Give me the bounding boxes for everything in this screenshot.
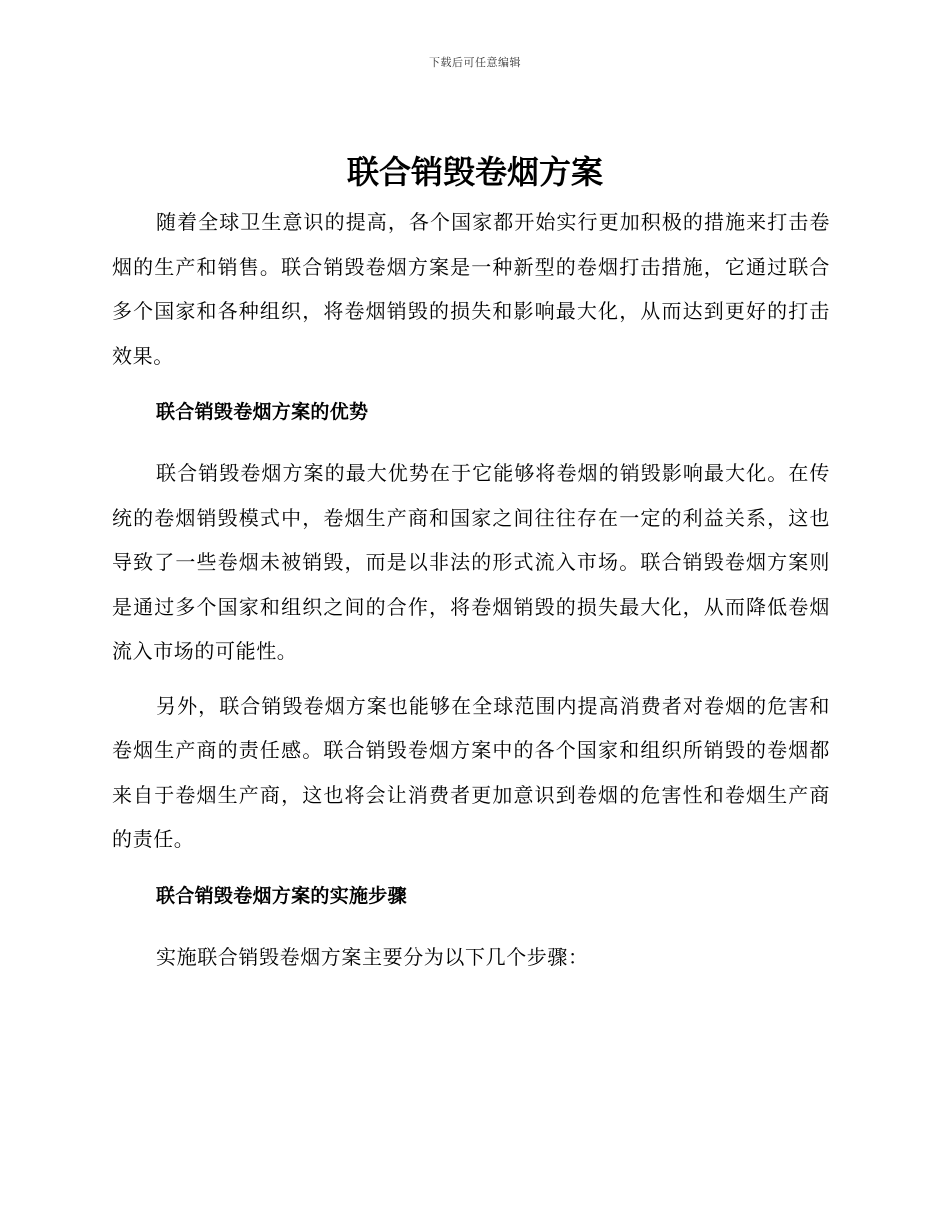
- document-title: 联合销毁卷烟方案: [346, 153, 603, 191]
- header-note: 下载后可任意编辑: [429, 56, 521, 69]
- section-heading-steps: 联合销毁卷烟方案的实施步骤: [156, 884, 407, 907]
- advantages-paragraph-2: 另外，联合销毁卷烟方案也能够在全球范围内提高消费者对卷烟的危害和卷烟生产商的责任感。联合销毁卷烟方案中的各个国家和组织所销毁的卷烟都来自于卷烟生产商，这也将会让消费者更加意识到卷烟的危害性和卷烟生产商的责任。: [112, 693, 830, 851]
- advantages-paragraph-1: 联合销毁卷烟方案的最大优势在于它能够将卷烟的销毁影响最大化。在传统的卷烟销毁模式中，卷烟生产商和国家之间往往存在一定的利益关系，这也导致了一些卷烟未被销毁，而是以非法的形式流入市场。联合销毁卷烟方案则是通过多个国家和组织之间的合作，将卷烟销毁的损失最大化，从而降低卷烟流入市场的可能性。: [112, 461, 830, 663]
- document-body: [112, 200, 830, 989]
- section-heading-advantages: 联合销毁卷烟方案的优势: [156, 401, 369, 423]
- steps-paragraph-1: 实施联合销毁卷烟方案主要分为以下几个步骤：: [156, 944, 589, 969]
- intro-paragraph: 随着全球卫生意识的提高，各个国家都开始实行更加积极的措施来打击卷烟的生产和销售。联合销毁卷烟方案是一种新型的卷烟打击措施，它通过联合多个国家和各种组织，将卷烟销毁的损失和影响最大化，从而达到更好的打击效果。: [112, 210, 830, 368]
